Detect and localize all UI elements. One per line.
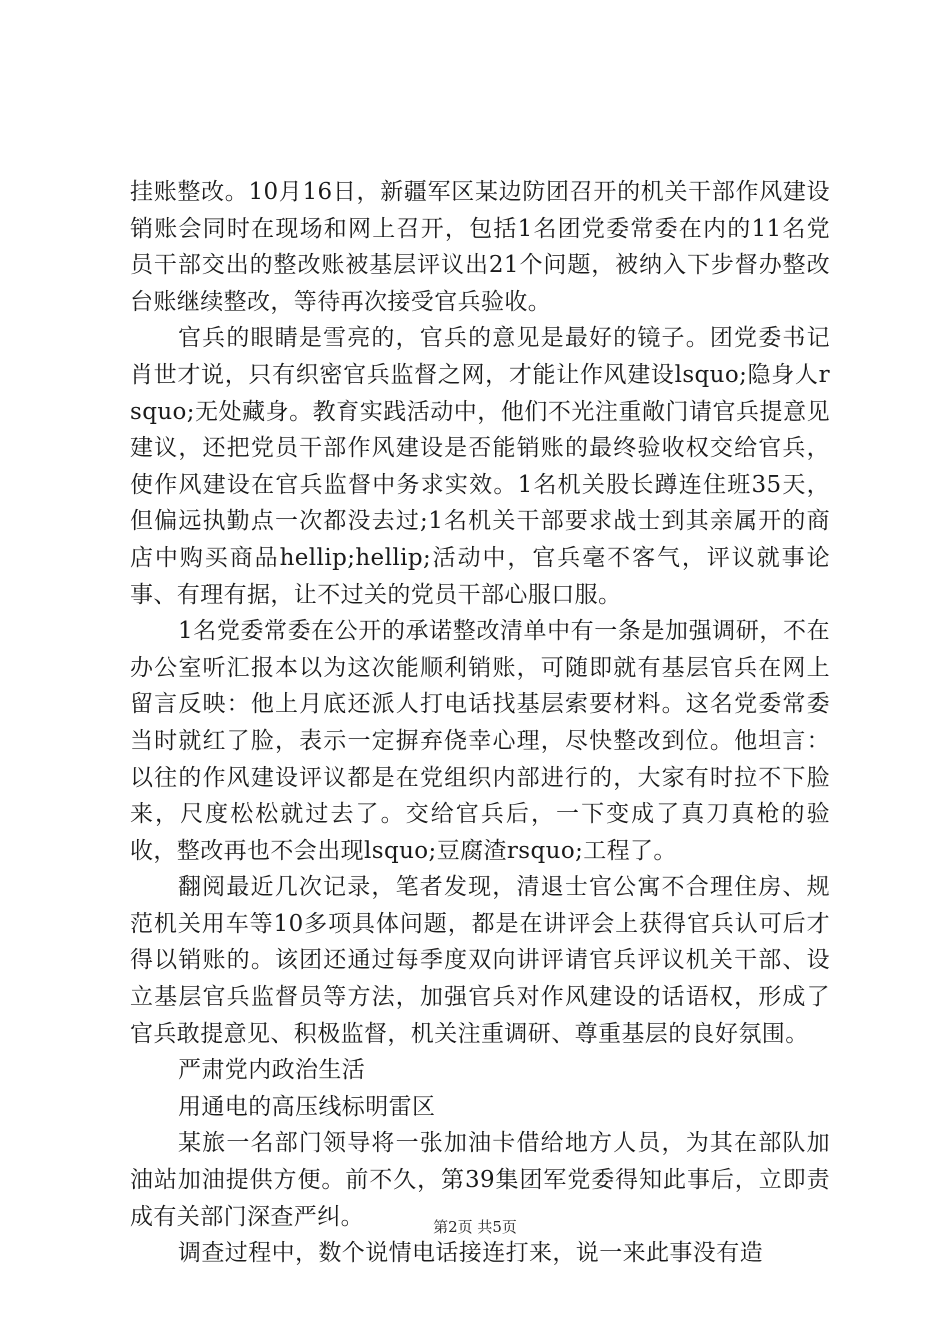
section-heading-1: 严肃党内政治生活 [178,1057,366,1084]
paragraph-3: 1名党委常委在公开的承诺整改清单中有一条是加强调研，不在办公室听汇报本以为这次能顺利销账，可随即就有基层官兵在网上留言反映：他上月底还派人打电话找基层索要材料。这名党委常委当时就红了脸，表示一定摒弃侥幸心理，尽快整改到位。他坦言：以往的作风建设评议都是在党组织内部进行的，大家有时拉不下脸来，尺度松松就过去了。交给官兵后，一下变成了真刀真枪的验收，整改再也不会出现lsquo;豆腐渣rsquo;工程了。 [130,618,830,864]
paragraph-2: 官兵的眼睛是雪亮的，官兵的意见是最好的镜子。团党委书记肖世才说，只有织密官兵监督之网，才能让作风建设lsquo;隐身人rsquo;无处藏身。教育实践活动中，他们不光注重敞门请官兵提意见建议，还把党员干部作风建设是否能销账的最终验收权交给官兵，使作风建设在官兵监督中务求实效。1名机关股长蹲连住班35天，但偏远执勤点一次都没去过;1名机关干部要求战士到其亲属开的商店中购买商品hellip;hellip;活动中，官兵毫不客气，评议就事论事、有理有据，让不过关的党员干部心服口服。 [130,325,830,608]
paragraph-4: 翻阅最近几次记录，笔者发现，清退士官公寓不合理住房、规范机关用车等10多项具体问题，都是在讲评会上获得官兵认可后才得以销账的。该团还通过每季度双向讲评请官兵评议机关干部、设立基层官兵监督员等方法，加强官兵对作风建设的话语权，形成了官兵敢提意见、积极监督，机关注重调研、尊重基层的良好氛围。 [130,874,830,1047]
page-number-label: 第2页 共5页 [433,1218,517,1236]
paragraph-1: 挂账整改。10月16日，新疆军区某边防团召开的机关干部作风建设销账会同时在现场和网上召开，包括1名团党委常委在内的11名党员干部交出的整改账被基层评议出21个问题，被纳入下步督办整改台账继续整改，等待再次接受官兵验收。 [130,179,830,315]
page-footer [0,1216,950,1237]
paragraph-6: 调查过程中，数个说情电话接连打来，说一来此事没有造 [178,1240,763,1267]
document-body [130,174,830,1272]
section-heading-2: 用通电的高压线标明雷区 [178,1093,436,1120]
paragraph-5: 某旅一名部门领导将一张加油卡借给地方人员，为其在部队加油站加油提供方便。前不久，第39集团军党委得知此事后，立即责成有关部门深查严纠。 [130,1130,830,1230]
